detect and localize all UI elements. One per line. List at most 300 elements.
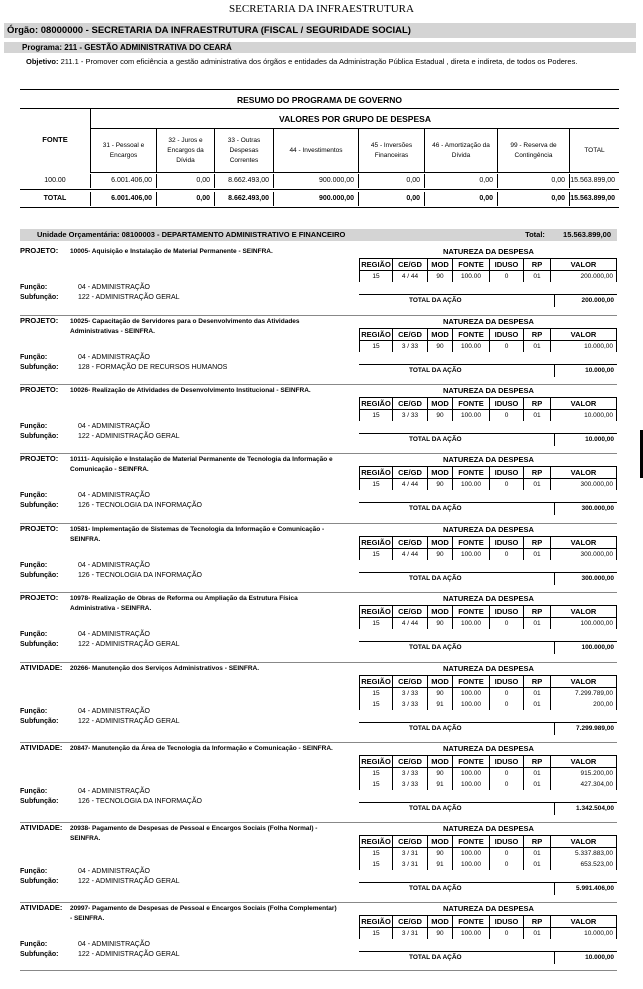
acao-tipo: PROJETO: bbox=[20, 454, 59, 463]
natureza-col-header: IDUSO bbox=[490, 258, 524, 271]
funcao-value: 04 - ADMINISTRAÇÃO bbox=[78, 562, 150, 569]
natureza-cell: 3 / 31 bbox=[393, 848, 428, 859]
natureza-cell: 3 / 33 bbox=[393, 341, 428, 352]
acao-block bbox=[20, 593, 617, 661]
natureza-col-header: REGIÃO bbox=[359, 536, 393, 549]
natureza-col-header: RP bbox=[524, 755, 551, 768]
acao-tipo: PROJETO: bbox=[20, 593, 59, 602]
natureza-header-row bbox=[359, 675, 617, 688]
resumo-col-header: TOTAL bbox=[569, 129, 619, 173]
unidade-total-label: Total: bbox=[525, 230, 545, 239]
natureza-cell: 01 bbox=[524, 410, 551, 421]
total-acao-label: TOTAL DA AÇÃO bbox=[409, 885, 462, 892]
natureza-row bbox=[359, 410, 617, 421]
resumo-col-header: 31 - Pessoal e Encargos bbox=[90, 129, 156, 173]
acao-text: - Realização de Obras de Reforma ou Ampliação da Estrutura Física Administrativa - SEINFRA. bbox=[70, 595, 298, 612]
valores-title: VALORES POR GRUPO DE DESPESA bbox=[90, 109, 619, 129]
acao-descricao bbox=[70, 744, 340, 754]
acao-text: - Pagamento de Despesas de Pessoal e Encargos Sociais (Folha Complementar) - SEINFRA. bbox=[70, 905, 337, 922]
resumo-total-cell: 6.001.406,00 bbox=[90, 192, 156, 206]
natureza-col-header: RP bbox=[524, 328, 551, 341]
natureza-cell: 01 bbox=[524, 779, 551, 790]
natureza-cell: 01 bbox=[524, 848, 551, 859]
natureza-header-row bbox=[359, 915, 617, 928]
natureza-col-header: CE/GD bbox=[393, 675, 428, 688]
natureza-cell: 0 bbox=[490, 271, 524, 282]
natureza-col-header: CE/GD bbox=[393, 397, 428, 410]
acao-descricao bbox=[70, 824, 340, 844]
funcao-label: Função: bbox=[20, 562, 48, 569]
resumo-col-header: 44 - Investimentos bbox=[273, 129, 358, 173]
natureza-cell: 100.00 bbox=[453, 699, 490, 710]
natureza-cell: 3 / 33 bbox=[393, 688, 428, 699]
acao-text: - Realização de Atividades de Desenvolvimento Institucional - SEINFRA. bbox=[88, 387, 311, 394]
natureza-title: NATUREZA DA DESPESA bbox=[443, 525, 534, 534]
resumo-row-cell: 15.563.899,00 bbox=[569, 174, 619, 188]
acao-descricao bbox=[70, 594, 340, 614]
natureza-col-header: VALOR bbox=[551, 675, 617, 688]
subfuncao-label: Subfunção: bbox=[20, 294, 59, 301]
acao-code: 20847 bbox=[70, 745, 89, 752]
subfuncao-line bbox=[20, 641, 180, 648]
page-title: SECRETARIA DA INFRAESTRUTURA bbox=[229, 3, 414, 15]
natureza-cell: 100.00 bbox=[453, 779, 490, 790]
natureza-col-header: RP bbox=[524, 536, 551, 549]
natureza-cell: 0 bbox=[490, 410, 524, 421]
natureza-col-header: VALOR bbox=[551, 605, 617, 618]
acao-code: 10005 bbox=[70, 248, 89, 255]
natureza-row bbox=[359, 341, 617, 352]
acao-code: 20266 bbox=[70, 665, 89, 672]
resumo-row-cell: 0,00 bbox=[497, 174, 569, 188]
acao-block bbox=[20, 743, 617, 822]
total-acao-value: 10.000,00 bbox=[554, 952, 614, 964]
funcao-value: 04 - ADMINISTRAÇÃO bbox=[78, 941, 150, 948]
natureza-col-header: REGIÃO bbox=[359, 835, 393, 848]
natureza-cell: 15 bbox=[359, 859, 393, 870]
resumo-bottom-line bbox=[20, 207, 619, 208]
acao-descricao bbox=[70, 247, 340, 257]
acao-text: - Aquisição e Instalação de Material Permanente - SEINFRA. bbox=[88, 248, 273, 255]
natureza-col-header: CE/GD bbox=[393, 536, 428, 549]
natureza-row bbox=[359, 779, 617, 790]
resumo-total-fonte: TOTAL bbox=[43, 195, 67, 202]
acao-code: 10111 bbox=[70, 456, 88, 463]
natureza-col-header: MOD bbox=[428, 915, 453, 928]
natureza-col-header: IDUSO bbox=[490, 755, 524, 768]
total-acao-value: 7.299.989,00 bbox=[554, 723, 614, 735]
acao-tipo: ATIVIDADE: bbox=[20, 663, 63, 672]
orgao-bar: Órgão: 08000000 - SECRETARIA DA INFRAESTRUTURA (FISCAL / SEGURIDADE SOCIAL) bbox=[4, 23, 636, 38]
natureza-cell: 90 bbox=[428, 618, 453, 629]
natureza-cell: 0 bbox=[490, 768, 524, 779]
subfuncao-line bbox=[20, 572, 202, 579]
natureza-col-header: RP bbox=[524, 915, 551, 928]
subfuncao-value: 128 - FORMAÇÃO DE RECURSOS HUMANOS bbox=[78, 364, 228, 371]
total-acao-label: TOTAL DA AÇÃO bbox=[409, 367, 462, 374]
natureza-col-header: MOD bbox=[428, 835, 453, 848]
natureza-title: NATUREZA DA DESPESA bbox=[443, 904, 534, 913]
natureza-cell: 100.00 bbox=[453, 271, 490, 282]
natureza-col-header: MOD bbox=[428, 397, 453, 410]
natureza-col-header: FONTE bbox=[453, 835, 490, 848]
funcao-value: 04 - ADMINISTRAÇÃO bbox=[78, 423, 150, 430]
acao-tipo: PROJETO: bbox=[20, 385, 59, 394]
natureza-col-header: RP bbox=[524, 675, 551, 688]
natureza-cell: 3 / 31 bbox=[393, 928, 428, 939]
funcao-label: Função: bbox=[20, 868, 48, 875]
resumo-total-cell: 900.000,00 bbox=[273, 192, 358, 206]
acao-block bbox=[20, 316, 617, 384]
acao-text: - Manutenção da Área de Tecnologia da Informação e Comunicação - SEINFRA. bbox=[88, 745, 333, 752]
natureza-col-header: MOD bbox=[428, 675, 453, 688]
total-acao-value: 300.000,00 bbox=[554, 503, 614, 515]
total-acao-value: 200.000,00 bbox=[554, 295, 614, 307]
total-acao-label: TOTAL DA AÇÃO bbox=[409, 954, 462, 961]
funcao-value: 04 - ADMINISTRAÇÃO bbox=[78, 631, 150, 638]
natureza-header-row bbox=[359, 258, 617, 271]
natureza-cell: 100.00 bbox=[453, 410, 490, 421]
resumo-title: RESUMO DO PROGRAMA DE GOVERNO bbox=[20, 89, 619, 109]
total-acao-row bbox=[359, 722, 617, 734]
acao-tipo: ATIVIDADE: bbox=[20, 823, 63, 832]
natureza-title: NATUREZA DA DESPESA bbox=[443, 664, 534, 673]
natureza-cell: 653.523,00 bbox=[551, 859, 617, 870]
natureza-header-row bbox=[359, 605, 617, 618]
resumo-col-header: 32 - Juros e Encargos da Dívida bbox=[156, 129, 214, 173]
natureza-cell: 91 bbox=[428, 859, 453, 870]
natureza-cell: 0 bbox=[490, 848, 524, 859]
natureza-title: NATUREZA DA DESPESA bbox=[443, 247, 534, 256]
natureza-col-header: FONTE bbox=[453, 536, 490, 549]
total-acao-label: TOTAL DA AÇÃO bbox=[409, 644, 462, 651]
natureza-cell: 100.00 bbox=[453, 341, 490, 352]
subfuncao-line bbox=[20, 878, 180, 885]
natureza-title: NATUREZA DA DESPESA bbox=[443, 594, 534, 603]
total-acao-value: 10.000,00 bbox=[554, 434, 614, 446]
acao-block bbox=[20, 246, 617, 314]
natureza-cell: 915.200,00 bbox=[551, 768, 617, 779]
acao-tipo: ATIVIDADE: bbox=[20, 743, 63, 752]
natureza-col-header: MOD bbox=[428, 605, 453, 618]
resumo-row-cell: 0,00 bbox=[358, 174, 424, 188]
funcao-line bbox=[20, 492, 150, 499]
total-acao-row bbox=[359, 364, 617, 376]
natureza-cell: 90 bbox=[428, 688, 453, 699]
natureza-row bbox=[359, 848, 617, 859]
funcao-label: Função: bbox=[20, 423, 48, 430]
natureza-cell: 3 / 33 bbox=[393, 768, 428, 779]
funcao-line bbox=[20, 941, 150, 948]
natureza-cell: 0 bbox=[490, 549, 524, 560]
natureza-cell: 91 bbox=[428, 699, 453, 710]
natureza-cell: 90 bbox=[428, 848, 453, 859]
resumo-divider bbox=[20, 189, 619, 190]
natureza-cell: 10.000,00 bbox=[551, 928, 617, 939]
subfuncao-value: 122 - ADMINISTRAÇÃO GERAL bbox=[78, 433, 180, 440]
natureza-cell: 15 bbox=[359, 410, 393, 421]
subfuncao-label: Subfunção: bbox=[20, 641, 59, 648]
natureza-cell: 01 bbox=[524, 699, 551, 710]
natureza-col-header: FONTE bbox=[453, 915, 490, 928]
resumo-col-header: 45 - Inversões Financeiras bbox=[358, 129, 424, 173]
natureza-row bbox=[359, 688, 617, 699]
natureza-cell: 200,00 bbox=[551, 699, 617, 710]
funcao-line bbox=[20, 631, 150, 638]
unidade-total bbox=[509, 229, 611, 241]
funcao-label: Função: bbox=[20, 492, 48, 499]
total-acao-row bbox=[359, 433, 617, 445]
natureza-cell: 4 / 44 bbox=[393, 479, 428, 490]
total-acao-label: TOTAL DA AÇÃO bbox=[409, 297, 462, 304]
acao-block bbox=[20, 385, 617, 453]
acao-block bbox=[20, 454, 617, 522]
acao-descricao bbox=[70, 455, 340, 475]
natureza-col-header: CE/GD bbox=[393, 466, 428, 479]
natureza-cell: 01 bbox=[524, 549, 551, 560]
natureza-cell: 01 bbox=[524, 271, 551, 282]
funcao-line bbox=[20, 423, 150, 430]
natureza-col-header: VALOR bbox=[551, 397, 617, 410]
natureza-row bbox=[359, 928, 617, 939]
resumo-total-cell: 8.662.493,00 bbox=[214, 192, 273, 206]
natureza-col-header: CE/GD bbox=[393, 328, 428, 341]
total-acao-row bbox=[359, 572, 617, 584]
natureza-cell: 3 / 33 bbox=[393, 410, 428, 421]
natureza-col-header: REGIÃO bbox=[359, 466, 393, 479]
funcao-label: Função: bbox=[20, 708, 48, 715]
natureza-cell: 0 bbox=[490, 618, 524, 629]
acao-descricao bbox=[70, 664, 340, 674]
natureza-cell: 0 bbox=[490, 859, 524, 870]
total-acao-value: 5.991.406,00 bbox=[554, 883, 614, 895]
total-acao-row bbox=[359, 294, 617, 306]
natureza-cell: 100.00 bbox=[453, 549, 490, 560]
acao-descricao bbox=[70, 386, 340, 396]
acao-block bbox=[20, 663, 617, 742]
natureza-cell: 01 bbox=[524, 928, 551, 939]
natureza-col-header: IDUSO bbox=[490, 397, 524, 410]
natureza-cell: 427.304,00 bbox=[551, 779, 617, 790]
acao-descricao bbox=[70, 317, 340, 337]
natureza-cell: 15 bbox=[359, 271, 393, 282]
natureza-col-header: RP bbox=[524, 605, 551, 618]
natureza-cell: 0 bbox=[490, 699, 524, 710]
funcao-value: 04 - ADMINISTRAÇÃO bbox=[78, 868, 150, 875]
resumo-col-header: 46 - Amortização da Dívida bbox=[424, 129, 497, 173]
natureza-cell: 0 bbox=[490, 779, 524, 790]
natureza-cell: 3 / 31 bbox=[393, 859, 428, 870]
total-acao-value: 100.000,00 bbox=[554, 642, 614, 654]
natureza-title: NATUREZA DA DESPESA bbox=[443, 455, 534, 464]
total-acao-value: 1.342.504,00 bbox=[554, 803, 614, 815]
natureza-col-header: IDUSO bbox=[490, 328, 524, 341]
natureza-col-header: IDUSO bbox=[490, 675, 524, 688]
natureza-cell: 15 bbox=[359, 928, 393, 939]
resumo-total-cell: 0,00 bbox=[358, 192, 424, 206]
resumo-col-header: 99 - Reserva de Contingência bbox=[497, 129, 569, 173]
natureza-cell: 90 bbox=[428, 768, 453, 779]
natureza-cell: 100.00 bbox=[453, 479, 490, 490]
acao-descricao bbox=[70, 525, 340, 545]
funcao-label: Função: bbox=[20, 631, 48, 638]
natureza-title: NATUREZA DA DESPESA bbox=[443, 386, 534, 395]
natureza-cell: 4 / 44 bbox=[393, 271, 428, 282]
subfuncao-label: Subfunção: bbox=[20, 433, 59, 440]
natureza-col-header: RP bbox=[524, 835, 551, 848]
unidade-bar bbox=[20, 229, 617, 241]
total-acao-label: TOTAL DA AÇÃO bbox=[409, 505, 462, 512]
natureza-cell: 15 bbox=[359, 479, 393, 490]
total-acao-row bbox=[359, 641, 617, 653]
natureza-col-header: IDUSO bbox=[490, 536, 524, 549]
natureza-col-header: CE/GD bbox=[393, 835, 428, 848]
acao-block bbox=[20, 823, 617, 902]
natureza-col-header: CE/GD bbox=[393, 605, 428, 618]
natureza-cell: 0 bbox=[490, 928, 524, 939]
natureza-cell: 100.00 bbox=[453, 928, 490, 939]
total-acao-value: 300.000,00 bbox=[554, 573, 614, 585]
funcao-line bbox=[20, 868, 150, 875]
acao-code: 10581 bbox=[70, 526, 89, 533]
resumo-col-header: 33 - Outras Despesas Correntes bbox=[214, 129, 273, 173]
natureza-cell: 100.00 bbox=[453, 859, 490, 870]
natureza-col-header: FONTE bbox=[453, 755, 490, 768]
programa-bar: Programa: 211 - GESTÃO ADMINISTRATIVA DO CEARÁ bbox=[4, 42, 636, 53]
subfuncao-line bbox=[20, 951, 180, 958]
resumo-total-cell: 0,00 bbox=[424, 192, 497, 206]
unidade-label: Unidade Orçamentária: 08100003 - DEPARTAMENTO ADMINISTRATIVO E FINANCEIRO bbox=[37, 230, 346, 239]
acao-code: 20938 bbox=[70, 825, 89, 832]
natureza-col-header: REGIÃO bbox=[359, 397, 393, 410]
natureza-cell: 4 / 44 bbox=[393, 618, 428, 629]
natureza-header-row bbox=[359, 397, 617, 410]
natureza-cell: 01 bbox=[524, 859, 551, 870]
natureza-col-header: REGIÃO bbox=[359, 258, 393, 271]
natureza-cell: 91 bbox=[428, 779, 453, 790]
acao-text: - Implementação de Sistemas de Tecnologia da Informação e Comunicação - SEINFRA. bbox=[70, 526, 325, 543]
subfuncao-line bbox=[20, 718, 180, 725]
natureza-cell: 90 bbox=[428, 271, 453, 282]
natureza-col-header: VALOR bbox=[551, 466, 617, 479]
natureza-cell: 100.000,00 bbox=[551, 618, 617, 629]
natureza-row bbox=[359, 768, 617, 779]
resumo-total-cell: 0,00 bbox=[497, 192, 569, 206]
subfuncao-label: Subfunção: bbox=[20, 502, 59, 509]
subfuncao-value: 122 - ADMINISTRAÇÃO GERAL bbox=[78, 878, 180, 885]
natureza-col-header: CE/GD bbox=[393, 258, 428, 271]
acao-code: 20997 bbox=[70, 905, 89, 912]
funcao-line bbox=[20, 562, 150, 569]
total-acao-row bbox=[359, 951, 617, 963]
funcao-label: Função: bbox=[20, 284, 48, 291]
objetivo-label: Objetivo: bbox=[26, 57, 59, 66]
total-acao-label: TOTAL DA AÇÃO bbox=[409, 436, 462, 443]
natureza-cell: 15 bbox=[359, 341, 393, 352]
resumo-row-cell: 900.000,00 bbox=[273, 174, 358, 188]
natureza-col-header: MOD bbox=[428, 328, 453, 341]
natureza-header-row bbox=[359, 328, 617, 341]
unidade-total-value: 15.563.899,00 bbox=[563, 230, 611, 239]
natureza-cell: 100.00 bbox=[453, 618, 490, 629]
resumo-total-cell: 15.563.899,00 bbox=[569, 192, 619, 206]
natureza-cell: 90 bbox=[428, 410, 453, 421]
natureza-cell: 15 bbox=[359, 768, 393, 779]
resumo-row-fonte: 100.00 bbox=[44, 177, 66, 184]
natureza-cell: 0 bbox=[490, 341, 524, 352]
natureza-cell: 15 bbox=[359, 699, 393, 710]
natureza-col-header: REGIÃO bbox=[359, 755, 393, 768]
acao-text: - Manutenção dos Serviços Administrativos - SEINFRA. bbox=[88, 665, 260, 672]
natureza-col-header: RP bbox=[524, 397, 551, 410]
natureza-col-header: FONTE bbox=[453, 675, 490, 688]
natureza-cell: 15 bbox=[359, 549, 393, 560]
acao-code: 10978 bbox=[70, 595, 89, 602]
natureza-cell: 15 bbox=[359, 848, 393, 859]
natureza-cell: 4 / 44 bbox=[393, 549, 428, 560]
subfuncao-line bbox=[20, 433, 180, 440]
natureza-col-header: FONTE bbox=[453, 258, 490, 271]
subfuncao-label: Subfunção: bbox=[20, 718, 59, 725]
acao-code: 10026 bbox=[70, 387, 89, 394]
subfuncao-line bbox=[20, 502, 202, 509]
natureza-cell: 90 bbox=[428, 928, 453, 939]
natureza-header-row bbox=[359, 536, 617, 549]
natureza-cell: 01 bbox=[524, 688, 551, 699]
natureza-cell: 90 bbox=[428, 479, 453, 490]
objetivo-text: 211.1 - Promover com eficiência a gestão administrativa dos órgãos e entidades da Administração Pública Estadual , direta e indireta, de todos os Poderes. bbox=[60, 57, 578, 66]
subfuncao-label: Subfunção: bbox=[20, 364, 59, 371]
acao-block bbox=[20, 524, 617, 592]
natureza-title: NATUREZA DA DESPESA bbox=[443, 824, 534, 833]
resumo-row-cell: 0,00 bbox=[424, 174, 497, 188]
natureza-cell: 100.00 bbox=[453, 848, 490, 859]
natureza-row bbox=[359, 549, 617, 560]
natureza-col-header: REGIÃO bbox=[359, 605, 393, 618]
natureza-cell: 5.337.883,00 bbox=[551, 848, 617, 859]
subfuncao-label: Subfunção: bbox=[20, 798, 59, 805]
natureza-header-row bbox=[359, 755, 617, 768]
natureza-col-header: IDUSO bbox=[490, 605, 524, 618]
funcao-value: 04 - ADMINISTRAÇÃO bbox=[78, 788, 150, 795]
natureza-col-header: CE/GD bbox=[393, 755, 428, 768]
total-acao-row bbox=[359, 502, 617, 514]
total-acao-value: 10.000,00 bbox=[554, 365, 614, 377]
total-acao-label: TOTAL DA AÇÃO bbox=[409, 725, 462, 732]
natureza-col-header: VALOR bbox=[551, 755, 617, 768]
acao-tipo: PROJETO: bbox=[20, 524, 59, 533]
natureza-row bbox=[359, 479, 617, 490]
acao-tipo: ATIVIDADE: bbox=[20, 903, 63, 912]
funcao-label: Função: bbox=[20, 354, 48, 361]
acao-separator bbox=[20, 970, 617, 971]
subfuncao-value: 122 - ADMINISTRAÇÃO GERAL bbox=[78, 718, 180, 725]
natureza-col-header: REGIÃO bbox=[359, 675, 393, 688]
resumo-total-cell: 0,00 bbox=[156, 192, 214, 206]
natureza-cell: 90 bbox=[428, 341, 453, 352]
subfuncao-label: Subfunção: bbox=[20, 878, 59, 885]
natureza-header-row bbox=[359, 466, 617, 479]
natureza-col-header: FONTE bbox=[453, 466, 490, 479]
resumo-row-cell: 0,00 bbox=[156, 174, 214, 188]
natureza-cell: 01 bbox=[524, 768, 551, 779]
funcao-value: 04 - ADMINISTRAÇÃO bbox=[78, 708, 150, 715]
acao-descricao bbox=[70, 904, 340, 924]
natureza-col-header: MOD bbox=[428, 466, 453, 479]
natureza-cell: 01 bbox=[524, 341, 551, 352]
natureza-col-header: VALOR bbox=[551, 536, 617, 549]
subfuncao-value: 126 - TECNOLOGIA DA INFORMAÇÃO bbox=[78, 798, 202, 805]
